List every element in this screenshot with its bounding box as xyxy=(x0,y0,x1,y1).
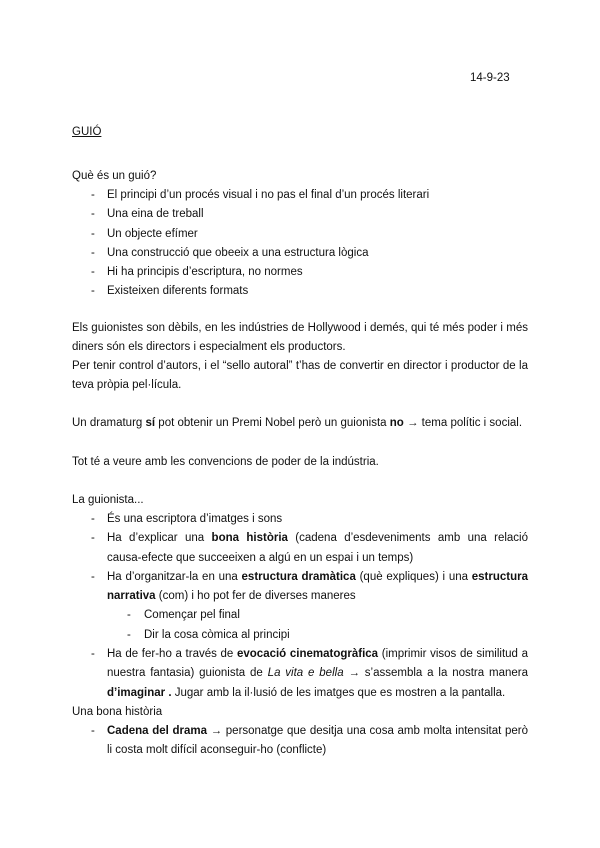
list-item: - Una eina de treball xyxy=(72,205,528,224)
bold-si: sí xyxy=(145,417,156,429)
bona-historia-list xyxy=(72,722,528,761)
definition-section xyxy=(72,167,528,302)
date: 14-9-23 xyxy=(470,72,510,84)
list-item: - El principi d’un procés visual i no pas el final d’un procés literari xyxy=(72,186,528,205)
list-item: - Una construcció que obeeix a una estructura lògica xyxy=(72,244,528,263)
question-heading: Què és un guió? xyxy=(72,170,157,182)
list-item: - És una escriptora d’imatges i sons xyxy=(72,510,528,529)
list-item: - Cadena del drama → personatge que desitja una cosa amb molta intensitat però li costa molt difícil aconseguir-ho (conflicte) xyxy=(72,722,528,761)
sub-list xyxy=(72,606,528,645)
bona-historia-heading: Una bona història xyxy=(72,705,163,718)
sub-list-item: - Començar pel final xyxy=(72,606,528,625)
paragraph-authorship: Per tenir control d’autors, i el “sello autoral” t’has de convertir en director i productor de la teva pròpia pel·lícula. xyxy=(72,360,528,391)
paragraph-nobel: Un dramaturg sí pot obtenir un Premi Nobel però un guionista no → tema polític i social. xyxy=(72,417,523,429)
list-item: - Ha d’organitzar-la en una estructura dramàtica (què expliques) i una estructura narrativa (com) i ho pot fer de diverses maneres - Començar pel final - Dir la cosa còmica al principi xyxy=(72,568,528,645)
page-title: GUIÓ xyxy=(72,126,102,138)
guionista-heading: La guionista... xyxy=(72,494,144,506)
paragraph-conventions: Tot té a veure amb les convencions de poder de la indústria. xyxy=(72,456,379,468)
list-item: - Hi ha principis d’escriptura, no normes xyxy=(72,263,528,282)
list-item: - Ha de fer-ho a través de evocació cinematogràfica (imprimir visos de similitud a nuestra fantasia) guionista de La vita e bella → s’assembla a la nostra manera d’imaginar . Jugar amb la il·lusió de les imatges que es mostren a la pantalla. xyxy=(72,645,528,703)
list-item: - Ha d’explicar una bona història (cadena d’esdeveniments amb una relació causa-efecte que succeeixen a algú en un espai i un temps) xyxy=(72,529,528,568)
list-item: - Existeixen diferents formats xyxy=(72,282,528,301)
definition-list xyxy=(72,186,528,302)
bold-no: no xyxy=(389,417,404,429)
paragraph-power: Els guionistes son dèbils, en les indústries de Hollywood i demés, qui té més poder i més diners són els directors i especialment els productors. xyxy=(72,322,528,353)
guionista-list xyxy=(72,510,528,703)
guionista-section xyxy=(72,491,528,761)
sub-list-item: - Dir la cosa còmica al principi xyxy=(72,626,528,645)
list-item: - Un objecte efímer xyxy=(72,225,528,244)
